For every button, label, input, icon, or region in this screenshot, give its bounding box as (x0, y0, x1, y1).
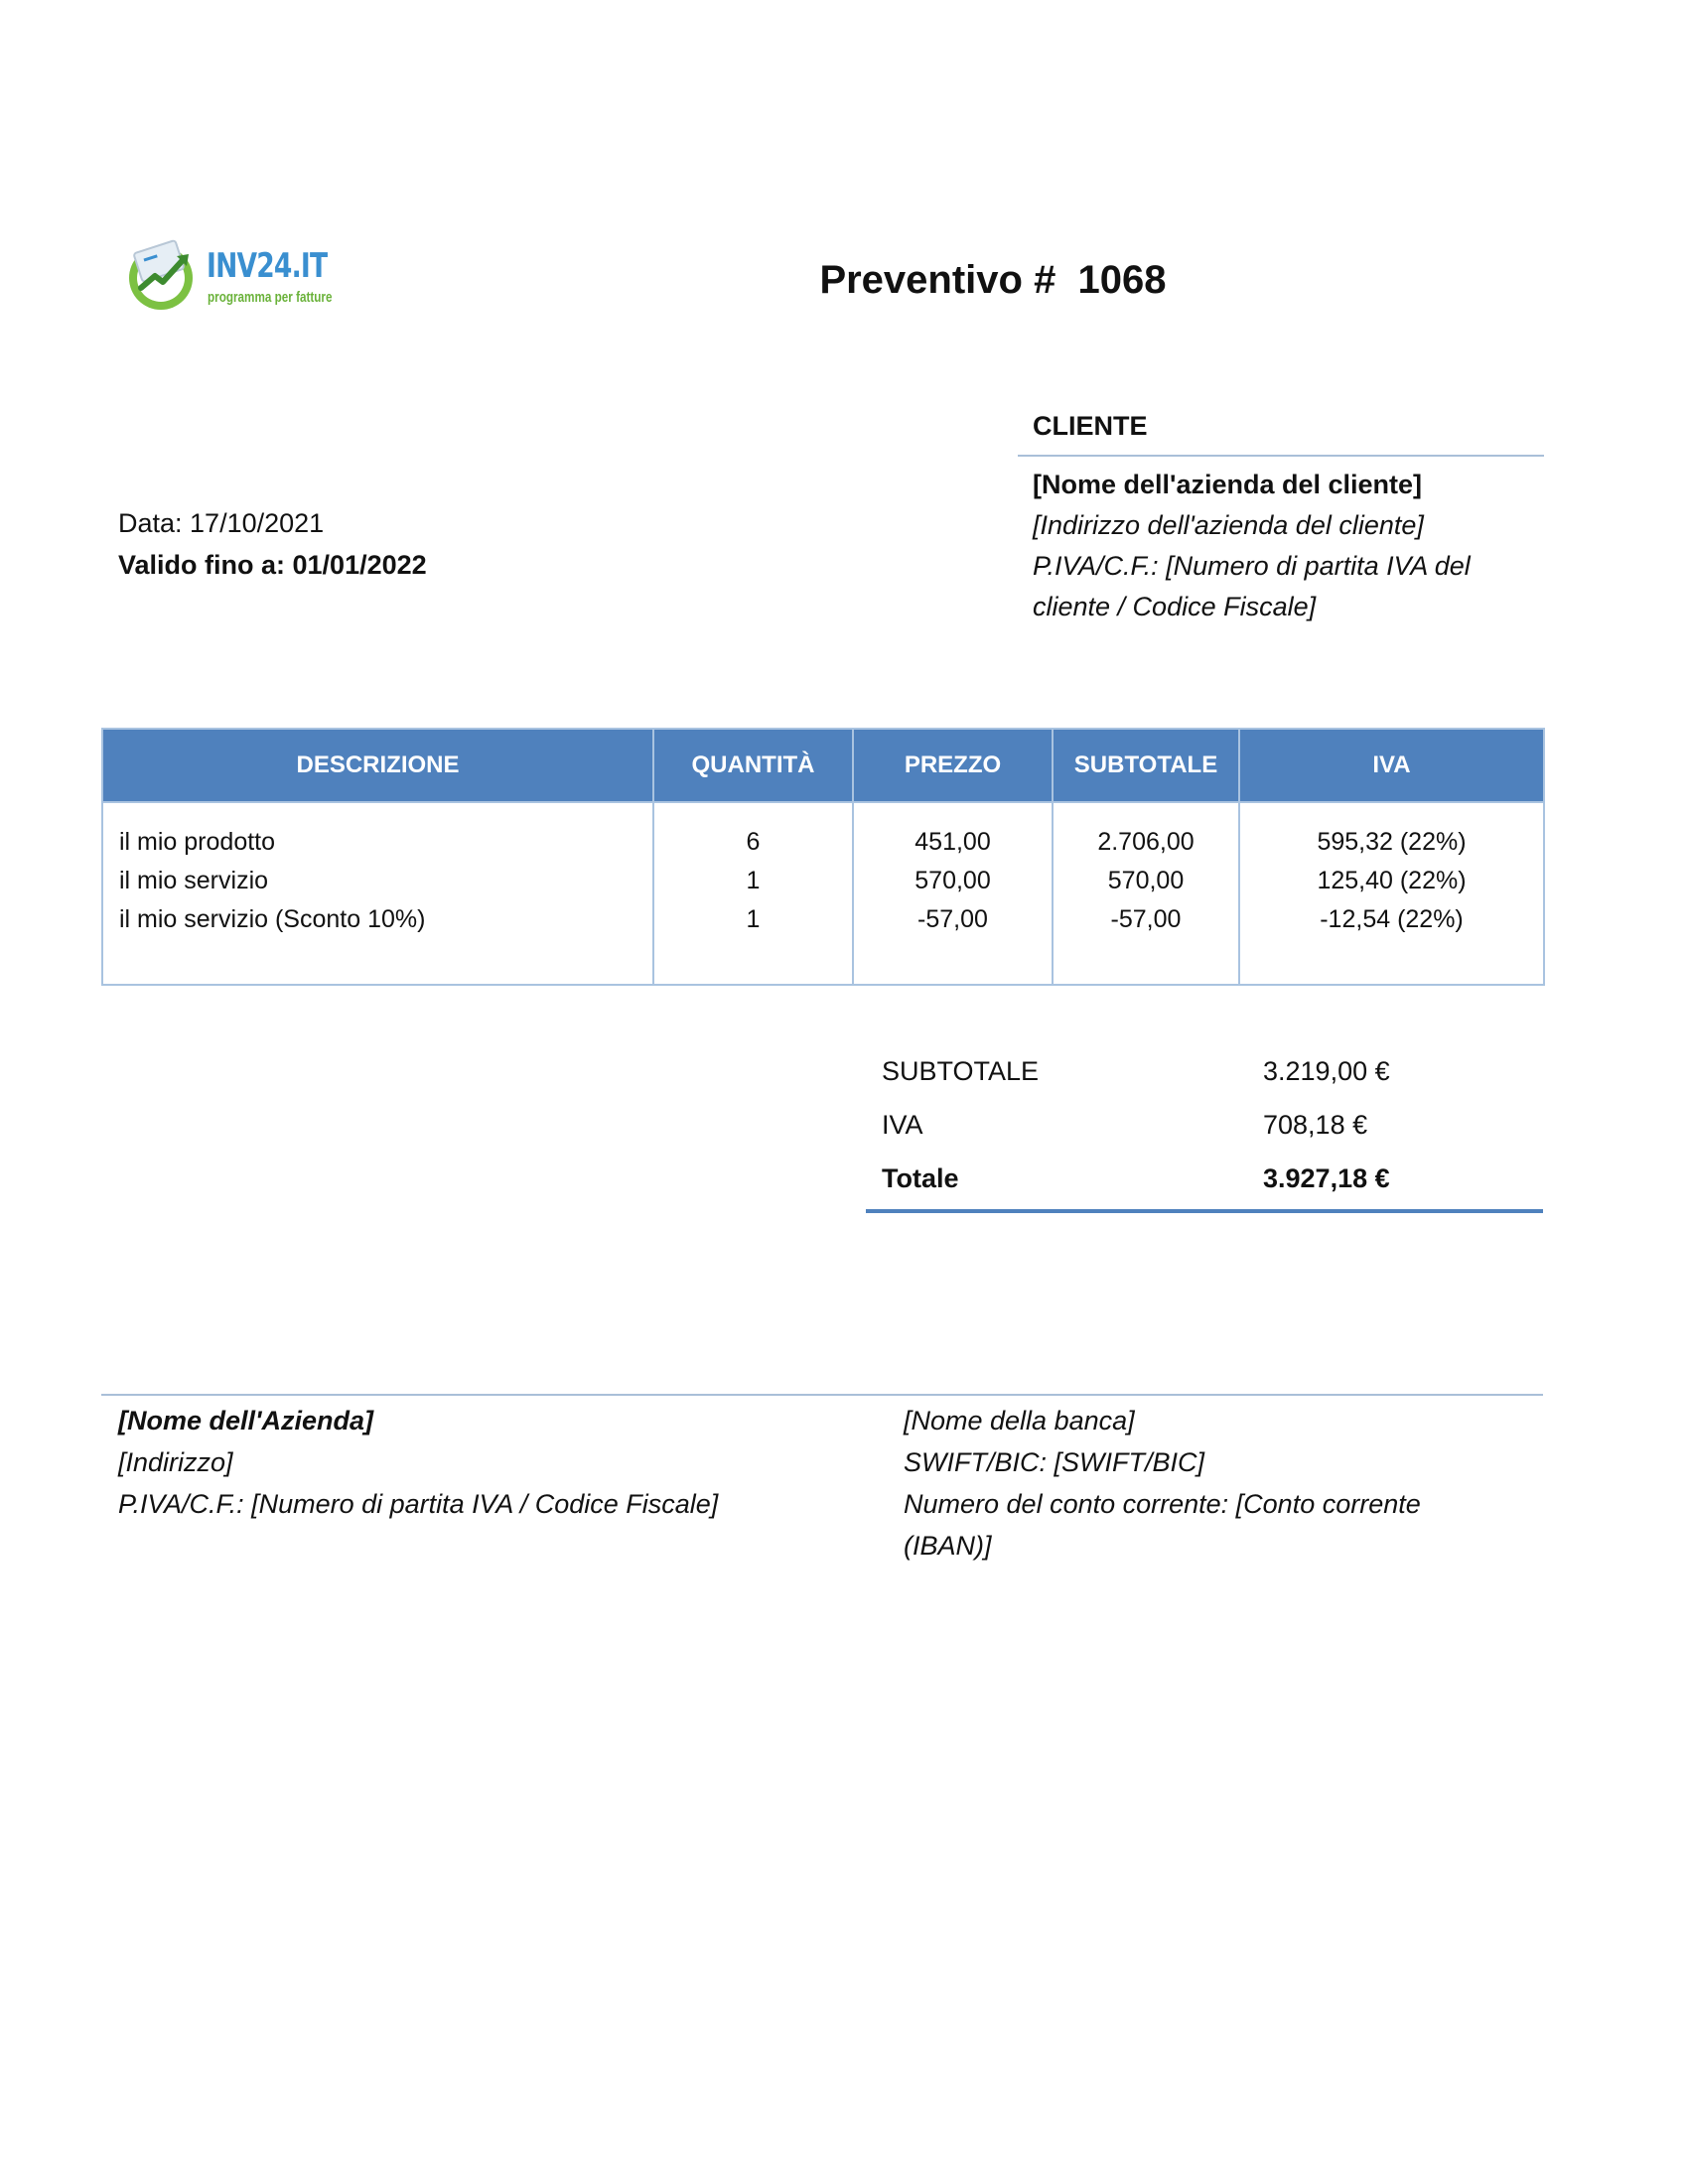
price-column (853, 802, 1053, 985)
row-3-description: il mio servizio (Sconto 10%) (119, 905, 426, 933)
totals-vat-label: IVA (882, 1110, 923, 1140)
row-3-vat: -12,54 (22%) (1320, 905, 1464, 933)
client-vat-line-2: cliente / Codice Fiscale] (1033, 592, 1317, 621)
footer-company-vat: P.IVA/C.F.: [Numero di partita IVA / Codice Fiscale] (118, 1489, 719, 1519)
row-1-vat: 595,32 (22%) (1317, 828, 1467, 856)
footer-company-name: [Nome dell'Azienda] (118, 1406, 373, 1435)
totals-vat-row (866, 1104, 1543, 1158)
row-1-description: il mio prodotto (119, 828, 276, 856)
client-details (1033, 465, 1539, 627)
logo-brand-text: INV24.IT (207, 246, 328, 286)
totals-subtotal-value: 3.219,00 € (1263, 1056, 1390, 1086)
client-vat-line-1: P.IVA/C.F.: [Numero di partita IVA del (1033, 551, 1471, 581)
footer-bank-details (904, 1400, 1519, 1567)
row-2-quantity: 1 (746, 867, 761, 894)
footer-divider (101, 1394, 1543, 1396)
row-1-subtotal: 2.706,00 (1097, 828, 1195, 856)
client-divider (1018, 455, 1544, 457)
items-table (101, 728, 1545, 986)
row-2-subtotal: 570,00 (1107, 867, 1185, 894)
client-address: [Indirizzo dell'azienda del cliente] (1033, 510, 1424, 540)
row-3-quantity: 1 (746, 905, 761, 933)
client-name: [Nome dell'azienda del cliente] (1033, 470, 1423, 499)
totals-block (866, 1050, 1543, 1211)
row-2-vat: 125,40 (22%) (1317, 867, 1467, 894)
totals-total-row (866, 1158, 1543, 1211)
header-price: PREZZO (853, 729, 1053, 802)
header-subtotal: SUBTOTALE (1053, 729, 1239, 802)
logo-tagline: programma per fatture (208, 289, 333, 306)
row-2-price: 570,00 (914, 867, 991, 894)
logo-badge-icon (127, 238, 203, 314)
row-3-price: -57,00 (917, 905, 988, 933)
description-column (102, 802, 653, 985)
totals-total-value: 3.927,18 € (1263, 1163, 1390, 1193)
table-header-row (102, 729, 1544, 802)
row-1-price: 451,00 (914, 828, 991, 856)
table-body-row (102, 802, 1544, 985)
totals-total-label: Totale (882, 1163, 959, 1193)
footer-swift: SWIFT/BIC: [SWIFT/BIC] (904, 1447, 1204, 1477)
header-description: DESCRIZIONE (102, 729, 653, 802)
client-header: CLIENTE (1033, 411, 1148, 441)
totals-subtotal-row (866, 1050, 1543, 1104)
totals-vat-value: 708,18 € (1263, 1110, 1368, 1140)
totals-divider (866, 1209, 1543, 1213)
totals-subtotal-label: SUBTOTALE (882, 1056, 1040, 1086)
row-3-subtotal: -57,00 (1110, 905, 1182, 933)
header-vat: IVA (1239, 729, 1544, 802)
footer-company-details (118, 1400, 853, 1525)
footer-account-line-2: (IBAN)] (904, 1531, 992, 1561)
company-logo (127, 238, 333, 318)
subtotal-column (1053, 802, 1239, 985)
footer-account-line-1: Numero del conto corrente: [Conto corrente (904, 1489, 1421, 1519)
quantity-column (653, 802, 853, 985)
row-1-quantity: 6 (746, 828, 761, 856)
vat-column (1239, 802, 1544, 985)
footer-bank-name: [Nome della banca] (904, 1406, 1135, 1435)
header-quantity: QUANTITÀ (653, 729, 853, 802)
quote-valid-until: Valido fino a: 01/01/2022 (118, 550, 427, 580)
document-title: Preventivo # 1068 (819, 258, 1167, 302)
quote-date: Data: 17/10/2021 (118, 508, 325, 538)
footer-company-address: [Indirizzo] (118, 1447, 233, 1477)
row-2-description: il mio servizio (119, 867, 269, 894)
